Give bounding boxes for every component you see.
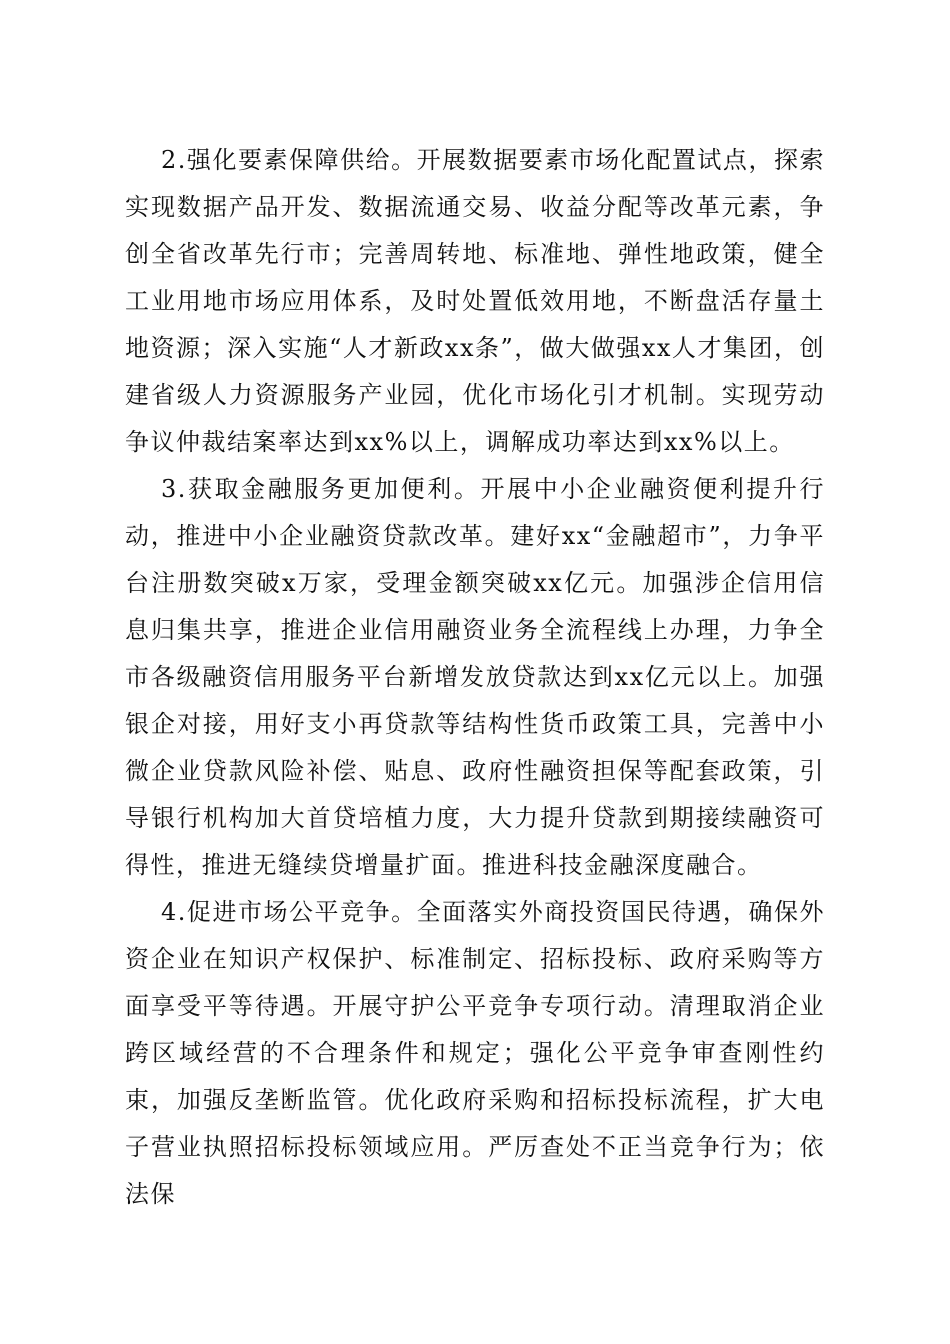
paragraph-factor-supply: 2.强化要素保障供给。开展数据要素市场化配置试点，探索实现数据产品开发、数据流通交易、收益分配等改革元素，争创全省改革先行市；完善周转地、标准地、弹性地政策，健全工业用地市场应用体系，及时处置低效用地，不断盘活存量土地资源；深入实施“人才新政xx条”，做大做强xx人才集团，创建省级人力资源服务产业园，优化市场化引才机制。实现劳动争议仲裁结案率达到xx%以上，调解成功率达到xx%以上。	[125, 146, 825, 456]
paragraph-fair-competition: 4.促进市场公平竞争。全面落实外商投资国民待遇，确保外资企业在知识产权保护、标准制定、招标投标、政府采购等方面享受平等待遇。开展守护公平竞争专项行动。清理取消企业跨区域经营的不合理条件和规定；强化公平竞争审查刚性约束，加强反垄断监管。优化政府采购和招标投标流程，扩大电子营业执照招标投标领域应用。严厉查处不正当竞争行为；依法保	[125, 898, 825, 1208]
document-body	[125, 137, 825, 1218]
paragraph-financial-services: 3.获取金融服务更加便利。开展中小企业融资便利提升行动，推进中小企业融资贷款改革。建好xx“金融超市”，力争平台注册数突破x万家，受理金额突破xx亿元。加强涉企信用信息归集共享，推进企业信用融资业务全流程线上办理，力争全市各级融资信用服务平台新增发放贷款达到xx亿元以上。加强银企对接，用好支小再贷款等结构性货币政策工具，完善中小微企业贷款风险补偿、贴息、政府性融资担保等配套政策，引导银行机构加大首贷培植力度，大力提升贷款到期接续融资可得性，推进无缝续贷增量扩面。推进科技金融深度融合。	[125, 475, 825, 879]
